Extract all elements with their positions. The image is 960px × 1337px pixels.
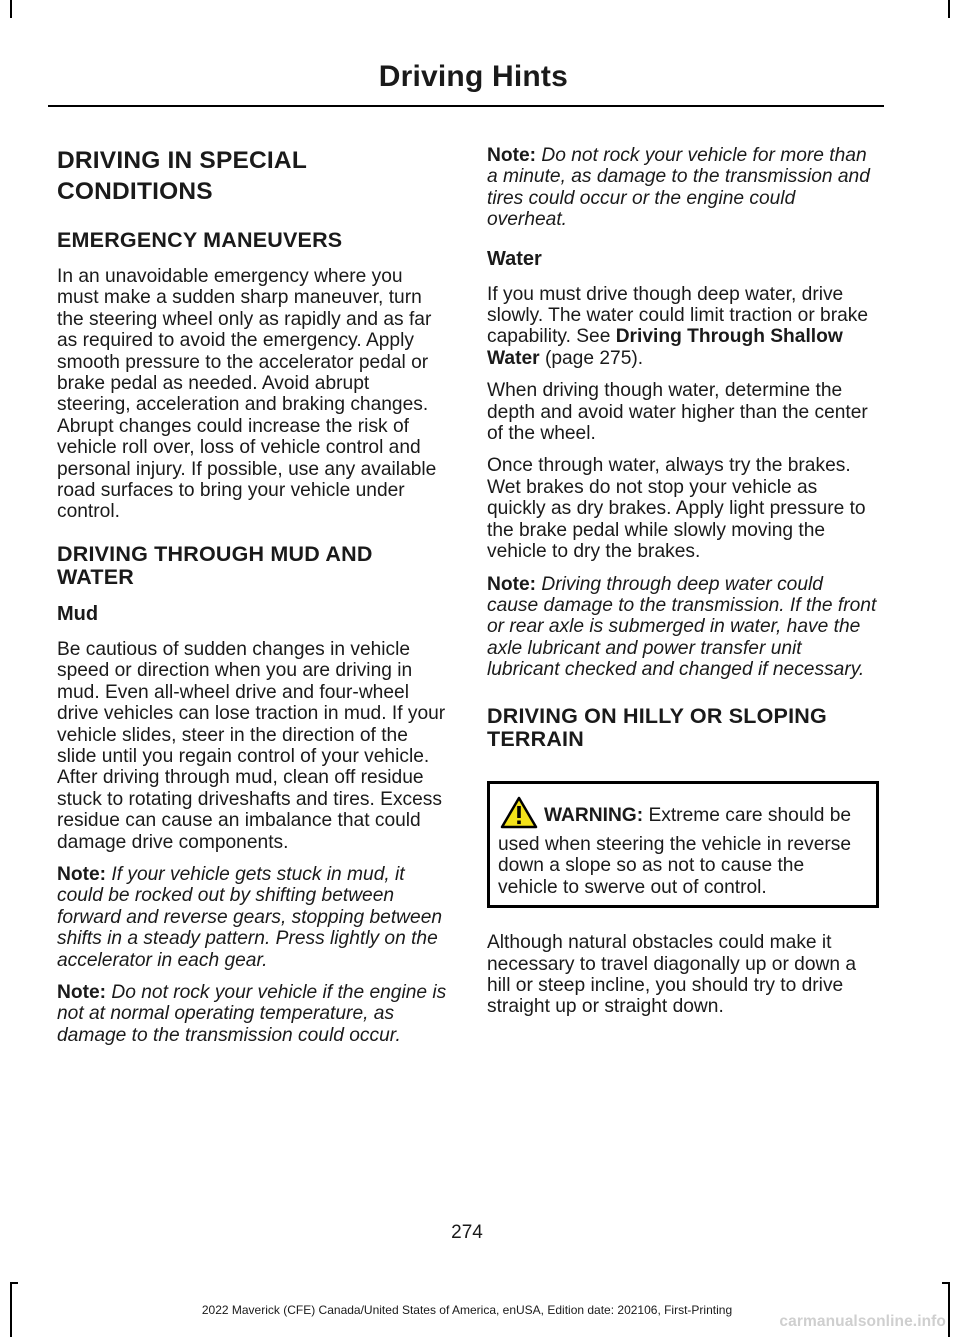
note-text: If your vehicle gets stuck in mud, it could be rocked out by shifting between forward and reverse gears, stopping between shifts in a steady pattern. Press lightly on the accelerator in each gear. xyxy=(57,863,443,971)
note-engine-temperature xyxy=(57,982,447,1046)
mud-paragraph: Be cautious of sudden changes in vehicle speed or direction when you are driving in mud. Even all-wheel drive and four-wheel drive vehicles can lose traction in mud. If your vehicle slides, steer in the direction of the slide until you regain control of your vehicle. After driving through mud, clean off residue stuck to rotating driveshafts and tires. Excess residue can cause an imbalance that could damage drive components. xyxy=(57,638,446,853)
emergency-paragraph: In an unavoidable emergency where you must make a sudden sharp maneuver, turn the steering wheel only as rapidly and as far as required to avoid the emergency. Apply smooth pressure to the accelerator pedal or brake pedal as needed. Avoid abrupt steering, acceleration and braking changes. Abrupt changes could increase the risk of vehicle roll over, loss of vehicle control and personal injury. If possible, use any available road surfaces to bring your vehicle under control. xyxy=(57,266,437,523)
mud-water-heading: DRIVING THROUGH MUD AND WATER xyxy=(57,541,373,589)
crop-mark-bottom-right-h xyxy=(942,1282,950,1284)
note-stuck-in-mud xyxy=(57,864,447,971)
hilly-terrain-heading: DRIVING ON HILLY OR SLOPING TERRAIN xyxy=(487,703,827,751)
crop-mark-top-left xyxy=(10,0,12,18)
mud-subheading: Mud xyxy=(57,602,99,625)
note-label: Note: xyxy=(57,863,107,885)
water-paragraph-3: Once through water, always try the brakes. Wet brakes do not stop your vehicle as quickly as dry brakes. Apply light pressure to the brake pedal while slowly moving the vehicle to dry the brakes. xyxy=(487,455,866,563)
warning-text: Extreme care should be used when steering the vehicle in reverse down a slope so as not to cause the vehicle to swerve out of control. xyxy=(498,804,852,898)
water-paragraph-2: When driving though water, determine the depth and avoid water higher than the center of the wheel. xyxy=(487,380,868,445)
footer-edition-info: 2022 Maverick (CFE) Canada/United States of America, enUSA, Edition date: 202106, First-Printing xyxy=(201,1303,733,1317)
warning-box xyxy=(487,781,879,909)
cross-reference-link[interactable]: Driving Through Shallow Water xyxy=(487,326,843,369)
water-paragraph-1-text: If you must drive though deep water, drive slowly. The water could limit traction or brake capability. See xyxy=(487,283,869,348)
water-paragraph-1 xyxy=(487,284,879,370)
hilly-paragraph: Although natural obstacles could make it necessary to travel diagonally up or down a hill or steep incline, you should try to drive straight up or straight down. xyxy=(487,932,857,1018)
warning-label: WARNING: xyxy=(544,804,644,826)
note-deep-water xyxy=(487,574,879,681)
note-label: Note: xyxy=(487,145,537,166)
note-text: Do not rock your vehicle for more than a minute, as damage to the transmission and tires could occur or the engine could overheat. xyxy=(487,145,870,231)
page-number: 274 xyxy=(451,1222,483,1243)
header-divider xyxy=(48,105,884,107)
note-rock-duration xyxy=(487,145,879,231)
warning-triangle-icon xyxy=(500,796,538,834)
watermark: carmanualsonline.info xyxy=(779,1313,946,1330)
crop-mark-top-right xyxy=(948,0,950,18)
note-text: Do not rock your vehicle if the engine is not at normal operating temperature, as damage to the transmission could occur. xyxy=(57,981,447,1046)
emergency-maneuvers-heading: EMERGENCY MANEUVERS xyxy=(57,228,343,252)
note-label: Note: xyxy=(487,573,537,595)
crop-mark-bottom-left-h xyxy=(10,1282,18,1284)
water-subheading: Water xyxy=(487,247,542,270)
page-header-title: Driving Hints xyxy=(378,60,568,93)
left-column xyxy=(57,145,447,1057)
note-label: Note: xyxy=(57,981,107,1003)
section-title: DRIVING IN SPECIAL CONDITIONS xyxy=(57,147,307,205)
crop-mark-bottom-right xyxy=(948,1282,950,1337)
right-column xyxy=(487,145,879,1029)
page-reference: (page 275). xyxy=(539,347,644,369)
note-text: Driving through deep water could cause damage to the transmission. If the front or rear axle is submerged in water, have the axle lubricant and power transfer unit lubricant checked and changed if necessary. xyxy=(487,573,877,681)
